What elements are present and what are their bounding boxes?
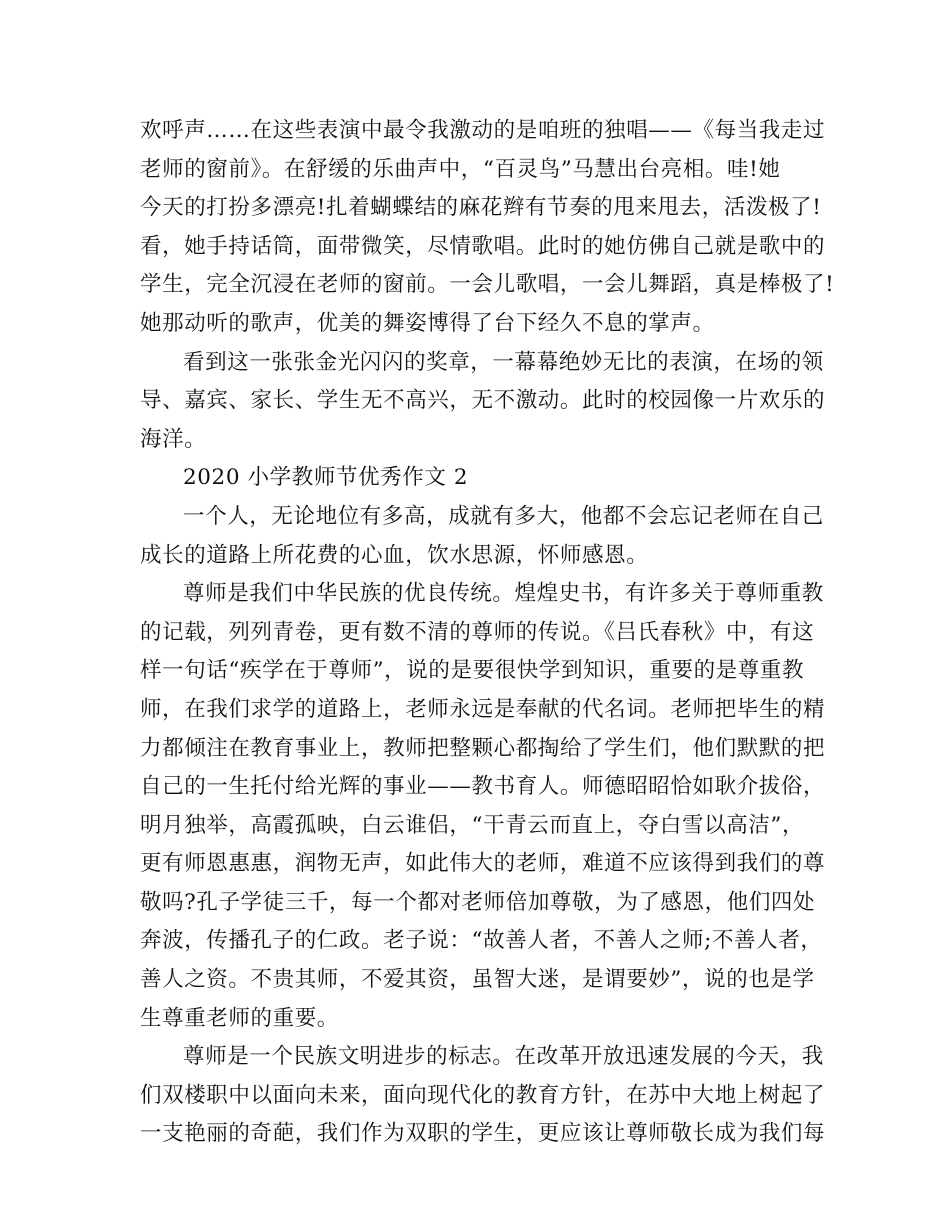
text-line: 奔波，传播孔子的仁政。老子说：“故善人者，不善人之师;不善人者， [140,928,823,954]
text-line: 看，她手持话筒，面带微笑，尽情歌唱。此时的她仿佛自己就是歌中的 [140,233,826,259]
text-line: 欢呼声……在这些表演中最令我激动的是咱班的独唱——《每当我走过 [140,118,826,143]
text-line: 尊师是一个民族文明进步的标志。在改革开放迅速发展的今天，我 [183,1044,824,1070]
text-line: 力都倾注在教育事业上，教师把整颗心都掏给了学生们，他们默默的把 [140,735,826,761]
document-body [140,112,835,1154]
text-line: 学生，完全沉浸在老师的窗前。一会儿歌唱，一会儿舞蹈，真是棒极了! [140,272,835,298]
text-line: 自己的一生托付给光辉的事业——教书育人。师德昭昭恰如耿介拔俗， [140,774,826,800]
text-line: 生尊重老师的重要。 [140,1005,339,1031]
text-line: 样一句话“疾学在于尊师”，说的是要很快学到知识，重要的是尊重教 [140,658,805,684]
text-line: 今天的打扮多漂亮!扎着蝴蝶结的麻花辫有节奏的甩来甩去，活泼极了! [140,195,822,221]
text-line: 成长的道路上所花费的心血，饮水思源，怀师感恩。 [140,542,649,568]
text-line: 敬吗?孔子学徒三千，每一个都对老师倍加尊敬，为了感恩，他们四处 [140,889,816,915]
text-line: 看到这一张张金光闪闪的奖章，一幕幕绝妙无比的表演，在场的领 [183,349,824,375]
text-line: 明月独举，高霞孤映，白云谁侣，“干青云而直上，夺白雪以高洁”， [140,812,805,838]
text-line: 2020 小学教师节优秀作文 2 [183,465,469,491]
text-line: 更有师恩惠惠，润物无声，如此伟大的老师，难道不应该得到我们的尊 [140,851,826,877]
text-line: 师，在我们求学的道路上，老师永远是奉献的代名词。老师把毕生的精 [140,696,826,722]
text-line: 海洋。 [140,426,207,452]
text-line: 一支艳丽的奇葩，我们作为双职的学生，更应该让尊师敬长成为我们每 [140,1121,826,1147]
text-line: 她那动听的歌声，优美的舞姿博得了台下经久不息的掌声。 [140,310,715,336]
text-line: 们双楼职中以面向未来，面向现代化的教育方针，在苏中大地上树起了 [140,1082,826,1108]
text-line: 善人之资。不贵其师，不爱其资，虽智大迷，是谓要妙”，说的也是学 [140,967,815,993]
text-line: 的记载，列列青卷，更有数不清的尊师的传说。《吕氏春秋》中，有这 [140,619,815,645]
text-line: 一个人，无论地位有多高，成就有多大，他都不会忘记老师在自己 [183,503,824,529]
text-line: 尊师是我们中华民族的优良传统。煌煌史书，有许多关于尊师重教 [183,581,824,607]
text-line: 老师的窗前》。在舒缓的乐曲声中，“百灵鸟”马慧出台亮相。哇!她 [140,156,781,182]
text-line: 导、嘉宾、家长、学生无不高兴，无不激动。此时的校园像一片欢乐的 [140,388,826,414]
